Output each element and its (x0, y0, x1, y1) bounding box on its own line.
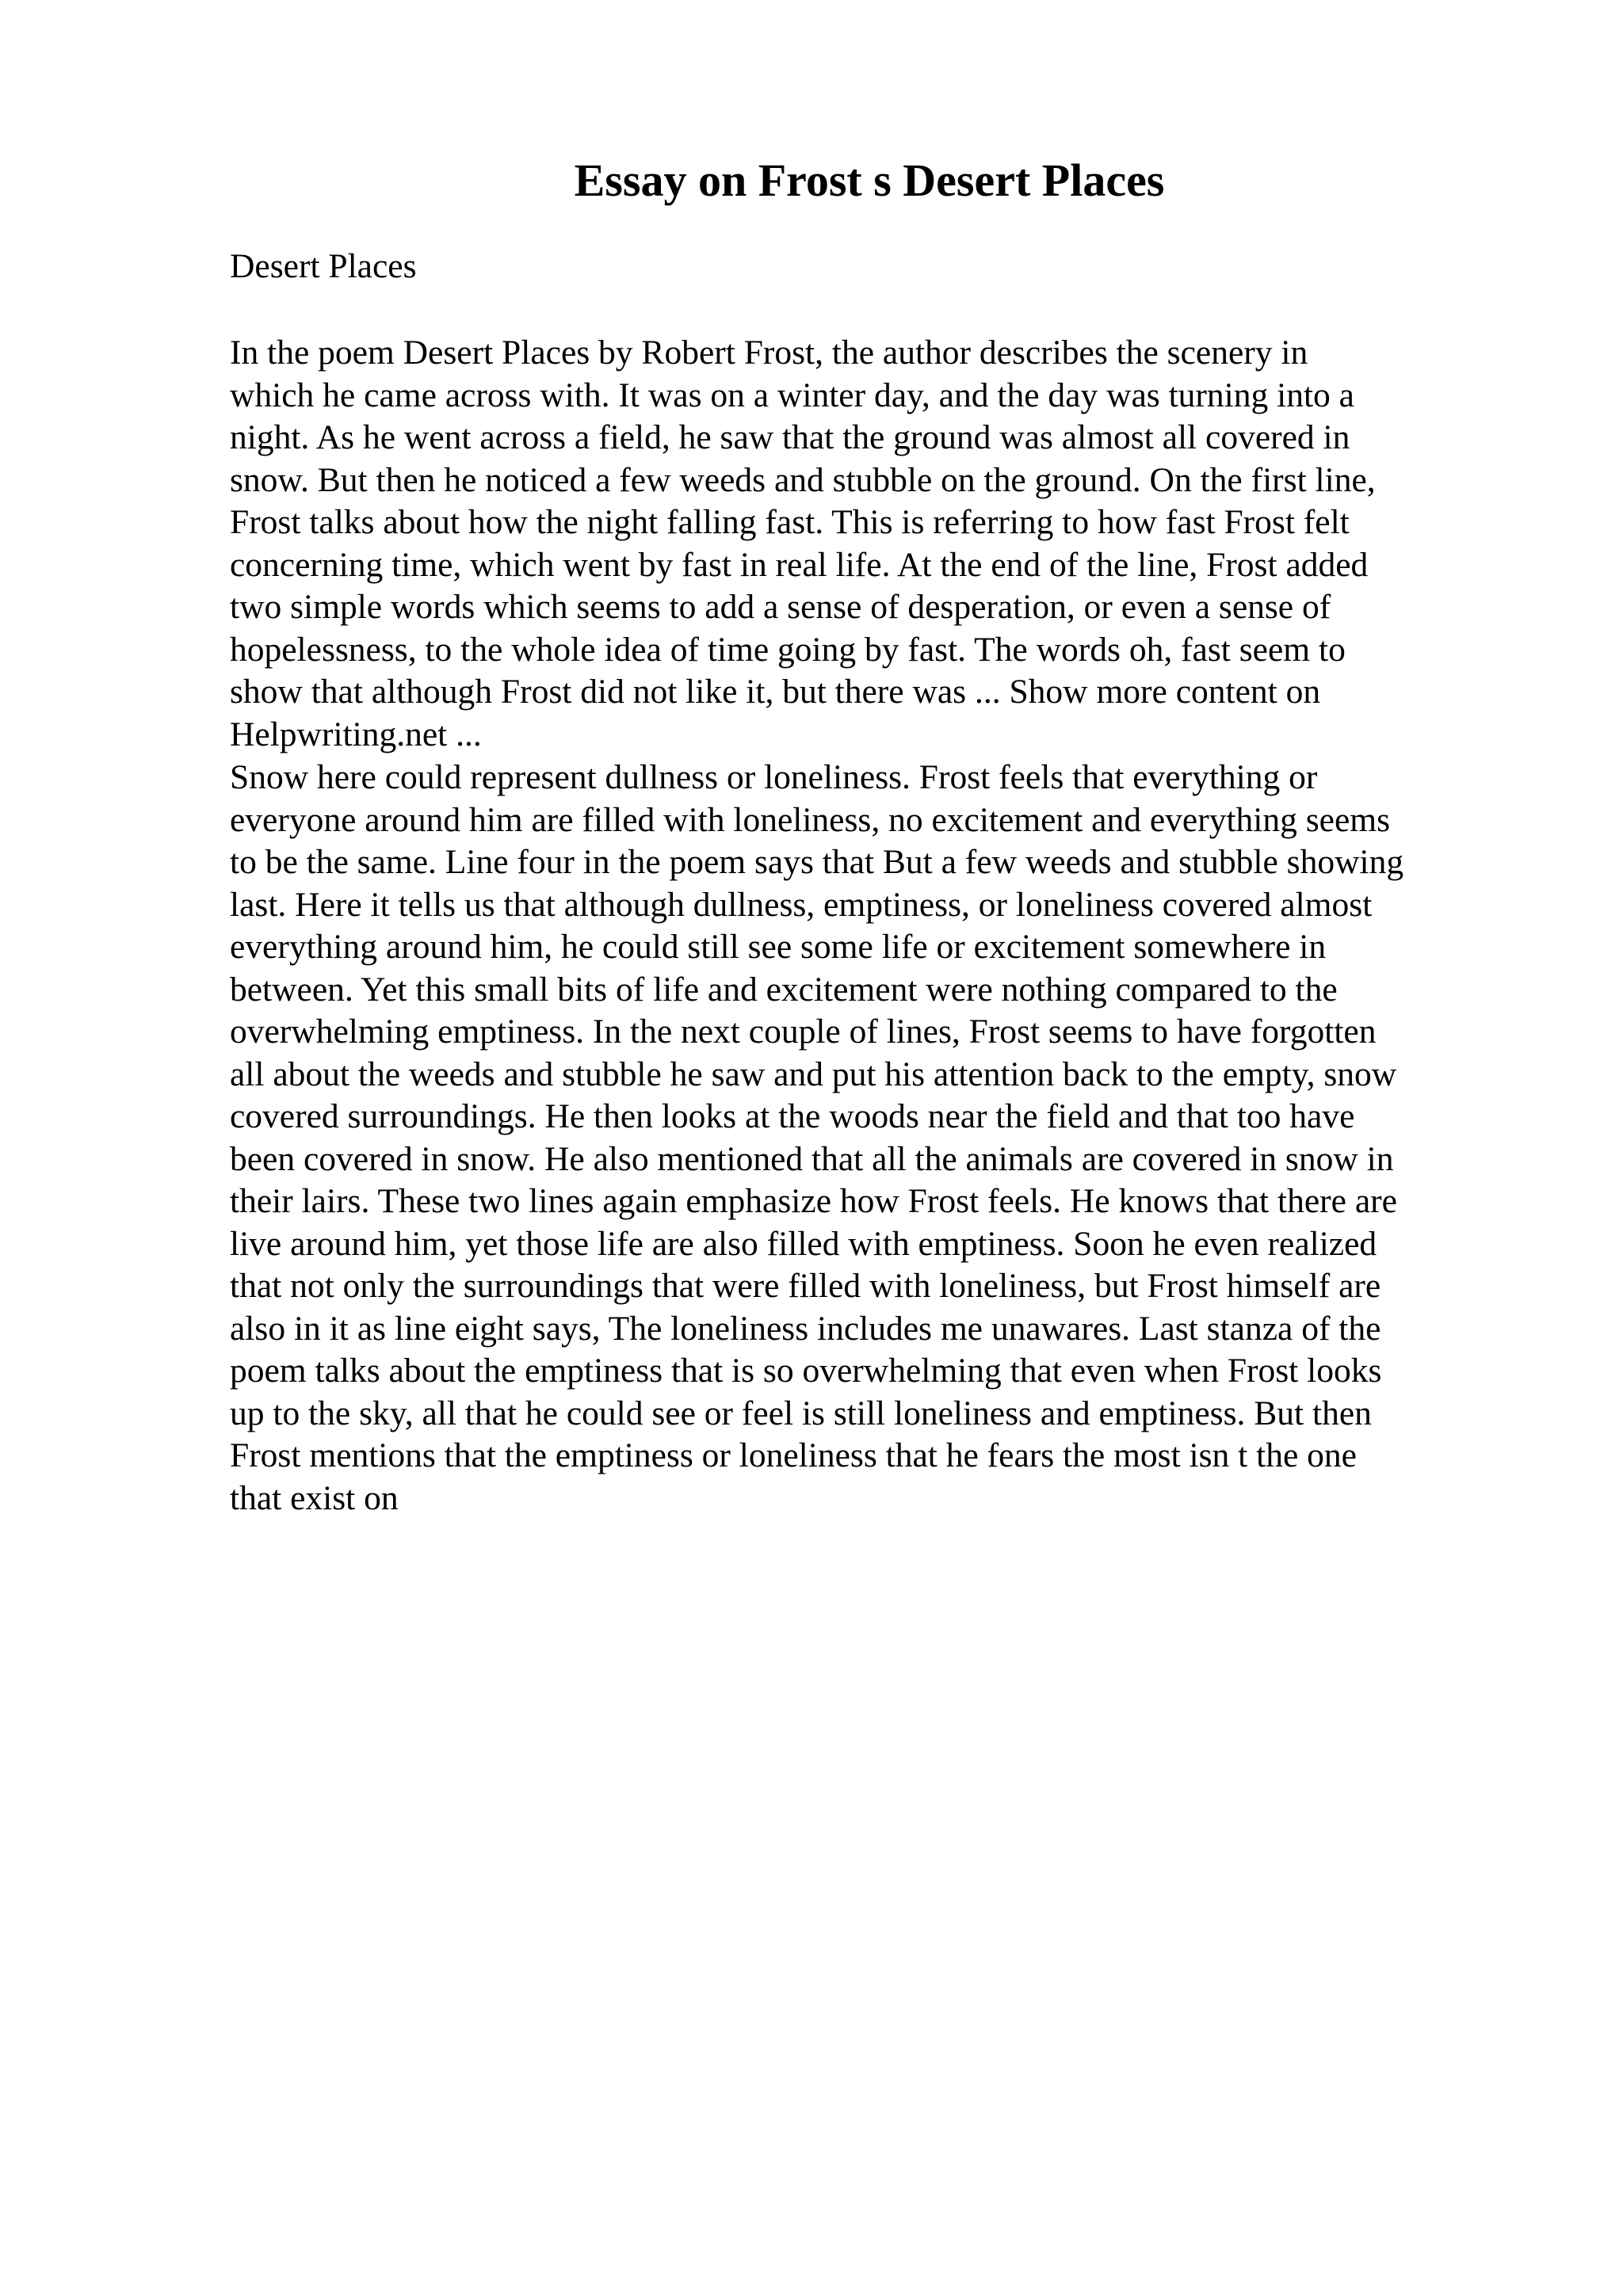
paragraph-line: between. Yet this small bits of life and excitement were nothing compared to the (230, 970, 1338, 1009)
paragraph-2 (230, 757, 1498, 1520)
paragraph-line: that not only the surroundings that were filled with loneliness, but Frost himself are (230, 1267, 1381, 1305)
paragraph-line: hopelessness, to the whole idea of time going by fast. The words oh, fast seem to (230, 630, 1346, 669)
paragraph-line: everything around him, he could still see some life or excitement somewhere in (230, 928, 1327, 966)
paragraph-line: their lairs. These two lines again emphasize how Frost feels. He knows that there are (230, 1182, 1397, 1220)
document-title: Essay on Frost s Desert Places (574, 154, 1165, 206)
paragraph-line: Snow here could represent dullness or loneliness. Frost feels that everything or (230, 758, 1318, 796)
paragraph-line: concerning time, which went by fast in real life. At the end of the line, Frost added (230, 545, 1369, 584)
paragraph-line: covered surroundings. He then looks at the woods near the field and that too have (230, 1097, 1355, 1135)
paragraph-line: two simple words which seems to add a sense of desperation, or even a sense of (230, 588, 1331, 626)
paragraph-line: overwhelming emptiness. In the next couple of lines, Frost seems to have forgotten (230, 1013, 1377, 1051)
paragraph-line: Helpwriting.net ... (230, 715, 482, 753)
document-subtitle: Desert Places (230, 247, 417, 285)
paragraph-line: which he came across with. It was on a winter day, and the day was turning into a (230, 376, 1354, 414)
paragraph-line: night. As he went across a field, he saw that the ground was almost all covered in (230, 418, 1350, 456)
paragraph-line: Frost talks about how the night falling fast. This is referring to how fast Frost felt (230, 503, 1350, 541)
paragraph-line: all about the weeds and stubble he saw and put his attention back to the empty, snow (230, 1055, 1397, 1093)
paragraph-line: last. Here it tells us that although dullness, emptiness, or loneliness covered almost (230, 885, 1373, 924)
paragraph-line: show that although Frost did not like it, but there was ... Show more content on (230, 673, 1321, 711)
paragraph-line: live around him, yet those life are also filled with emptiness. Soon he even realized (230, 1224, 1377, 1263)
paragraph-line: poem talks about the emptiness that is so overwhelming that even when Frost looks (230, 1352, 1382, 1390)
paragraph-line: to be the same. Line four in the poem says that But a few weeds and stubble showing (230, 843, 1404, 881)
paragraph-line: everyone around him are filled with loneliness, no excitement and everything seems (230, 800, 1391, 839)
paragraph-1 (230, 332, 1498, 756)
paragraph-line: up to the sky, all that he could see or feel is still loneliness and emptiness. But then (230, 1394, 1372, 1432)
paragraph-line: also in it as line eight says, The loneliness includes me unawares. Last stanza of the (230, 1309, 1381, 1348)
paragraph-line: snow. But then he noticed a few weeds and stubble on the ground. On the first line, (230, 460, 1376, 499)
paragraph-line: Frost mentions that the emptiness or loneliness that he fears the most isn t the one (230, 1436, 1357, 1474)
paragraph-line: that exist on (230, 1478, 399, 1517)
paragraph-line: In the poem Desert Places by Robert Frost, the author describes the scenery in (230, 334, 1308, 372)
paragraph-line: been covered in snow. He also mentioned that all the animals are covered in snow in (230, 1139, 1394, 1178)
